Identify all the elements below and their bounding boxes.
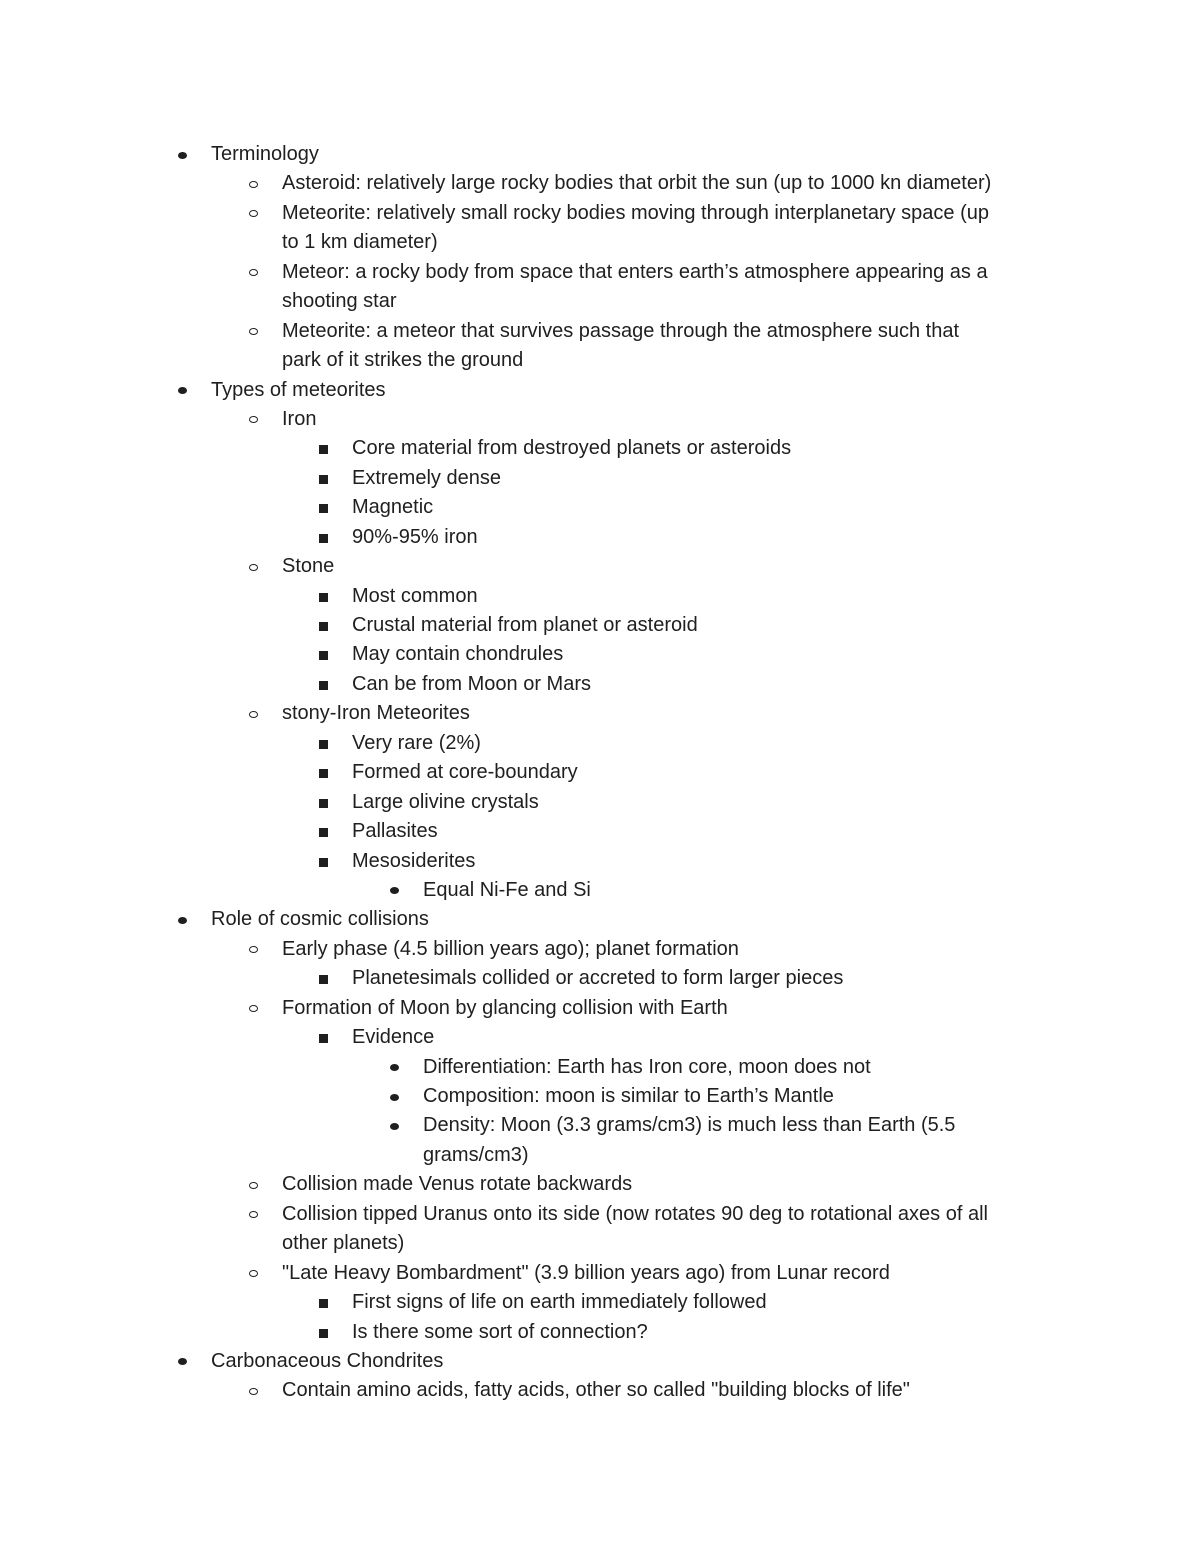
disc-bullet-icon: [178, 917, 187, 924]
circle-bullet-icon: [249, 269, 258, 276]
list-item: [0, 169, 1200, 198]
square-bullet-icon: [319, 1329, 328, 1338]
list-item-text: Planetesimals collided or accreted to form larger pieces: [352, 967, 844, 990]
list-item: [0, 611, 1200, 640]
list-item: [0, 582, 1200, 611]
list-item: [0, 1111, 1200, 1140]
list-item-continuation: [0, 1229, 1200, 1258]
list-item-text: Most common: [352, 584, 478, 607]
circle-bullet-icon: [249, 416, 258, 423]
disc-bullet-icon: [178, 1358, 187, 1365]
list-item: [0, 699, 1200, 728]
disc-bullet-icon: [390, 1064, 399, 1071]
list-item-text: stony-Iron Meteorites: [282, 702, 470, 725]
disc-bullet-icon: [390, 887, 399, 894]
square-bullet-icon: [319, 681, 328, 690]
list-item: [0, 1082, 1200, 1111]
circle-bullet-icon: [249, 711, 258, 718]
list-item-text: Meteor: a rocky body from space that enters earth’s atmosphere appearing as a: [282, 260, 988, 283]
list-item: [0, 1376, 1200, 1405]
list-item-text: 90%-95% iron: [352, 525, 478, 548]
list-item-text: Contain amino acids, fatty acids, other so called "building blocks of life": [282, 1379, 910, 1402]
square-bullet-icon: [319, 445, 328, 454]
list-item-continuation: [0, 1141, 1200, 1170]
disc-bullet-icon: [178, 387, 187, 394]
square-bullet-icon: [319, 534, 328, 543]
list-item-text: Differentiation: Earth has Iron core, moon does not: [423, 1055, 871, 1078]
list-item: [0, 1318, 1200, 1347]
list-item: [0, 1023, 1200, 1052]
circle-bullet-icon: [249, 181, 258, 188]
list-item-text: Iron: [282, 407, 317, 430]
square-bullet-icon: [319, 622, 328, 631]
list-item: [0, 199, 1200, 228]
list-item: [0, 817, 1200, 846]
list-item-text: Terminology: [211, 143, 319, 165]
list-item: [0, 788, 1200, 817]
circle-bullet-icon: [249, 1005, 258, 1012]
list-item-text: Formation of Moon by glancing collision with Earth: [282, 996, 728, 1019]
square-bullet-icon: [319, 799, 328, 808]
list-item-text: other planets): [282, 1232, 405, 1255]
square-bullet-icon: [319, 1034, 328, 1043]
disc-bullet-icon: [390, 1094, 399, 1101]
list-item: [0, 1347, 1200, 1376]
square-bullet-icon: [319, 769, 328, 778]
list-item-text: Pallasites: [352, 820, 438, 843]
list-item-text: grams/cm3): [423, 1143, 529, 1166]
list-item-text: Equal Ni-Fe and Si: [423, 878, 591, 901]
circle-bullet-icon: [249, 328, 258, 335]
disc-bullet-icon: [390, 1123, 399, 1130]
list-item-text: Large olivine crystals: [352, 790, 539, 813]
list-item: [0, 523, 1200, 552]
circle-bullet-icon: [249, 1211, 258, 1218]
square-bullet-icon: [319, 828, 328, 837]
list-item: [0, 994, 1200, 1023]
list-item: [0, 493, 1200, 522]
list-item-text: to 1 km diameter): [282, 231, 438, 254]
list-item-text: Magnetic: [352, 496, 434, 519]
square-bullet-icon: [319, 740, 328, 749]
list-item: [0, 935, 1200, 964]
square-bullet-icon: [319, 975, 328, 984]
list-item: [0, 1170, 1200, 1199]
circle-bullet-icon: [249, 210, 258, 217]
circle-bullet-icon: [249, 1388, 258, 1395]
list-item: [0, 376, 1200, 405]
list-item-text: park of it strikes the ground: [282, 349, 524, 372]
list-item: [0, 640, 1200, 669]
list-item-text: Composition: moon is similar to Earth’s Mantle: [423, 1085, 834, 1107]
list-item: [0, 140, 1200, 169]
list-item: [0, 964, 1200, 993]
list-item: [0, 552, 1200, 581]
list-item-text: Carbonaceous Chondrites: [211, 1349, 444, 1372]
list-item-text: Types of meteorites: [211, 378, 386, 401]
list-item-continuation: [0, 228, 1200, 257]
square-bullet-icon: [319, 1299, 328, 1308]
list-item-text: Extremely dense: [352, 466, 501, 489]
list-item-text: Early phase (4.5 billion years ago); planet formation: [282, 937, 739, 960]
list-item: [0, 729, 1200, 758]
list-item-text: Core material from destroyed planets or asteroids: [352, 437, 792, 460]
list-item-text: Crustal material from planet or asteroid: [352, 614, 698, 636]
circle-bullet-icon: [249, 1270, 258, 1277]
list-item-text: Density: Moon (3.3 grams/cm3) is much less than Earth (5.5: [423, 1114, 956, 1137]
square-bullet-icon: [319, 593, 328, 602]
list-item: [0, 1288, 1200, 1317]
square-bullet-icon: [319, 504, 328, 513]
list-item: [0, 670, 1200, 699]
list-item-text: Can be from Moon or Mars: [352, 672, 591, 695]
list-item-text: May contain chondrules: [352, 643, 564, 666]
list-item-text: Role of cosmic collisions: [211, 908, 429, 931]
list-item-text: Collision made Venus rotate backwards: [282, 1173, 633, 1196]
list-item: [0, 1259, 1200, 1288]
list-item: [0, 258, 1200, 287]
list-item-text: shooting star: [282, 290, 397, 313]
list-item-text: Mesosiderites: [352, 849, 476, 872]
list-item-continuation: [0, 287, 1200, 316]
list-item: [0, 464, 1200, 493]
list-item: [0, 876, 1200, 905]
list-item: [0, 1200, 1200, 1229]
list-item-text: Is there some sort of connection?: [352, 1320, 648, 1343]
circle-bullet-icon: [249, 946, 258, 953]
square-bullet-icon: [319, 651, 328, 660]
circle-bullet-icon: [249, 564, 258, 571]
list-item-text: Collision tipped Uranus onto its side (now rotates 90 deg to rotational axes of all: [282, 1202, 988, 1225]
circle-bullet-icon: [249, 1182, 258, 1189]
list-item-text: First signs of life on earth immediately followed: [352, 1291, 767, 1314]
list-item-continuation: [0, 346, 1200, 375]
list-item: [0, 434, 1200, 463]
list-item: [0, 405, 1200, 434]
document-body: [0, 140, 1200, 1406]
list-item-text: "Late Heavy Bombardment" (3.9 billion years ago) from Lunar record: [282, 1261, 890, 1284]
list-item: [0, 317, 1200, 346]
square-bullet-icon: [319, 475, 328, 484]
list-item-text: Asteroid: relatively large rocky bodies that orbit the sun (up to 1000 kn diameter): [282, 172, 992, 195]
list-item: [0, 847, 1200, 876]
disc-bullet-icon: [178, 152, 187, 159]
list-item: [0, 758, 1200, 787]
list-item-text: Stone: [282, 555, 335, 578]
list-item: [0, 1053, 1200, 1082]
list-item: [0, 905, 1200, 934]
square-bullet-icon: [319, 858, 328, 867]
list-item-text: Meteorite: a meteor that survives passage through the atmosphere such that: [282, 319, 960, 342]
list-item-text: Very rare (2%): [352, 731, 481, 754]
list-item-text: Formed at core-boundary: [352, 761, 578, 784]
list-item-text: Meteorite: relatively small rocky bodies moving through interplanetary space (up: [282, 201, 990, 224]
list-item-text: Evidence: [352, 1026, 435, 1049]
